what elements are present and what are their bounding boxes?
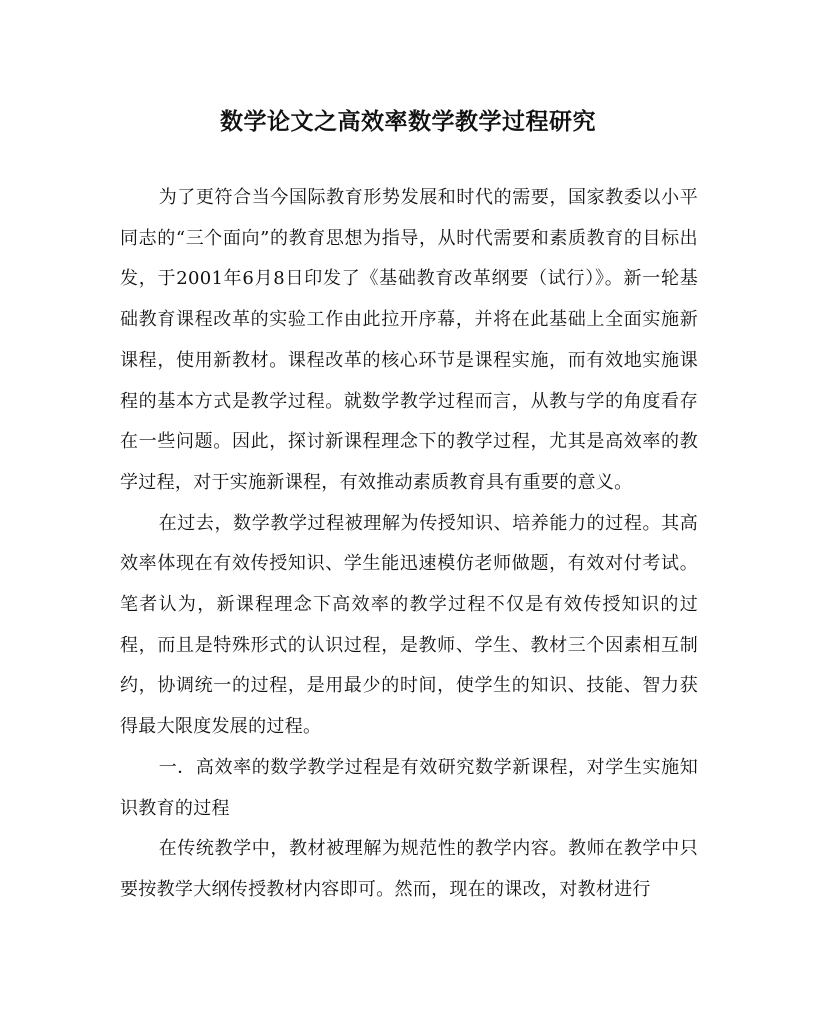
paragraph-intro: 为了更符合当今国际教育形势发展和时代的需要，国家教委以小平同志的“三个面向”的教育思想为指导，从时代需要和素质教育的目标出发，于2001年6月8日印发了《基础教育改革纲要（试行）》。新一轮基础教育课程改革的实验工作由此拉开序幕，并将在此基础上全面实施新课程，使用新教材。课程改革的核心环节是课程实施，而有效地实施课程的基本方式是教学过程。就数学教学过程而言，从教与学的角度看存在一些问题。因此，探讨新课程理念下的教学过程，尤其是高效率的教学过程，对于实施新课程，有效推动素质教育具有重要的意义。 [120,187,698,493]
paragraph-traditional-teaching: 在传统教学中，教材被理解为规范性的教学内容。教师在教学中只要按教学大纲传授教材内容即可。然而，现在的课改，对教材进行 [120,838,698,900]
paragraph-past-view: 在过去，数学教学过程被理解为传授知识、培养能力的过程。其高效率体现在有效传授知识、学生能迅速模仿老师做题，有效对付考试。笔者认为，新课程理念下高效率的教学过程不仅是有效传授知识的过程，而且是特殊形式的认识过程，是教师、学生、教材三个因素相互制约，协调统一的过程，是用最少的时间，使学生的知识、技能、智力获得最大限度发展的过程。 [120,512,698,738]
document-body [120,178,698,911]
document-title: 数学论文之高效率数学教学过程研究 [220,109,596,135]
section-heading-one: 一．高效率的数学教学过程是有效研究数学新课程，对学生实施知识教育的过程 [120,756,698,819]
